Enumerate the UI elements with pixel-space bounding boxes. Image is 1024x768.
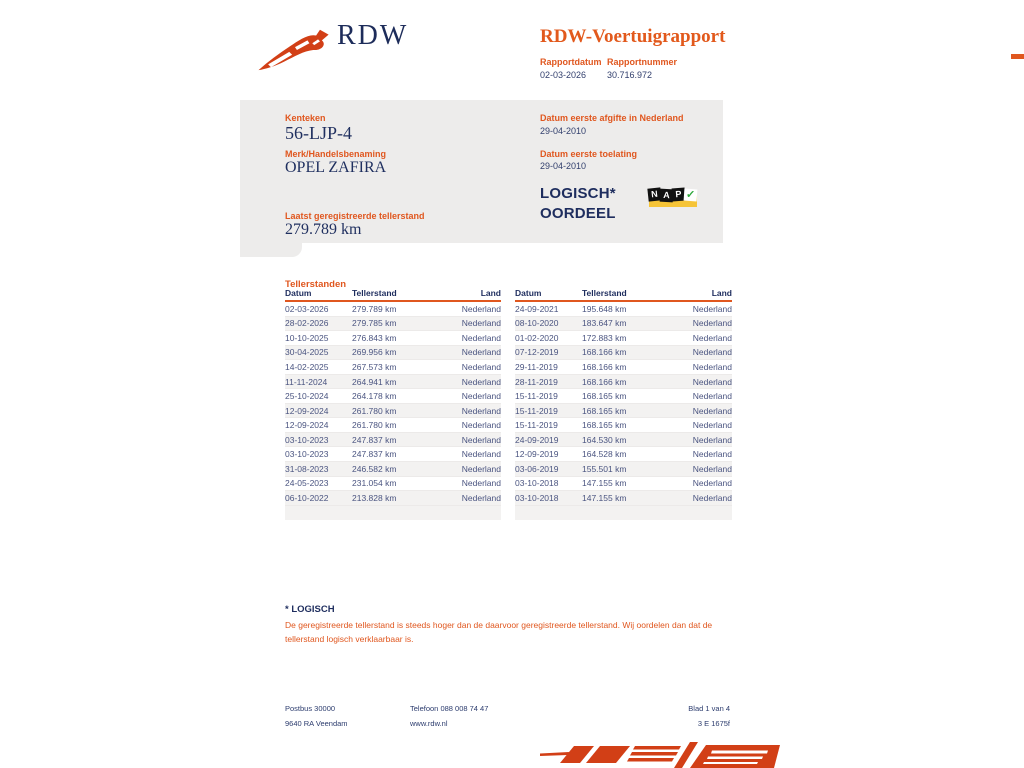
cell-tellerstand: 168.165 km bbox=[582, 420, 627, 431]
odometer-table-right bbox=[515, 288, 732, 520]
table-row bbox=[515, 404, 732, 419]
table-row bbox=[285, 360, 501, 375]
oordeel-line2: OORDEEL bbox=[540, 205, 616, 222]
cell-land: Nederland bbox=[461, 434, 501, 445]
odometer-table-left bbox=[285, 288, 501, 520]
cell-land: Nederland bbox=[692, 420, 732, 431]
cell-tellerstand: 279.785 km bbox=[352, 318, 397, 329]
cell-datum: 07-12-2019 bbox=[515, 347, 559, 358]
cell-tellerstand: 147.155 km bbox=[582, 492, 627, 503]
cell-datum: 25-10-2024 bbox=[285, 391, 329, 402]
nap-check-icon: ✓ bbox=[685, 188, 696, 202]
cell-tellerstand: 247.837 km bbox=[352, 434, 397, 445]
cell-datum: 10-10-2025 bbox=[285, 332, 329, 343]
report-date-value: 02-03-2026 bbox=[540, 70, 587, 80]
table-row bbox=[515, 360, 732, 375]
kenteken-label: Kenteken bbox=[285, 113, 326, 123]
cell-datum: 12-09-2019 bbox=[515, 449, 559, 460]
table-row bbox=[515, 447, 732, 462]
footer-address bbox=[285, 701, 348, 731]
table-row bbox=[285, 317, 501, 332]
document-title: RDW-Voertuigrapport bbox=[540, 26, 726, 47]
cell-tellerstand: 168.166 km bbox=[582, 376, 627, 387]
rdw-stripes-decoration bbox=[540, 739, 790, 768]
cell-tellerstand: 172.883 km bbox=[582, 332, 627, 343]
cell-land: Nederland bbox=[692, 391, 732, 402]
cell-land: Nederland bbox=[692, 332, 732, 343]
nap-logo bbox=[648, 185, 698, 209]
report-number-value: 30.716.972 bbox=[607, 70, 653, 80]
table-row bbox=[285, 433, 501, 448]
table-row bbox=[515, 346, 732, 361]
cell-tellerstand: 164.528 km bbox=[582, 449, 627, 460]
cell-tellerstand: 261.780 km bbox=[352, 405, 397, 416]
cell-land: Nederland bbox=[461, 478, 501, 489]
footer-pagination bbox=[600, 701, 730, 731]
merk-value: OPEL ZAFIRA bbox=[285, 159, 387, 176]
cell-datum: 03-10-2023 bbox=[285, 449, 329, 460]
footer-website: www.rdw.nl bbox=[410, 719, 448, 728]
table-header-row bbox=[285, 288, 501, 302]
vehicle-info-panel-tab bbox=[240, 243, 302, 257]
table-row bbox=[285, 418, 501, 433]
page-edge-mark bbox=[1011, 54, 1024, 59]
table-body-right bbox=[515, 302, 732, 506]
cell-datum: 28-02-2026 bbox=[285, 318, 329, 329]
cell-land: Nederland bbox=[461, 361, 501, 372]
cell-tellerstand: 269.956 km bbox=[352, 347, 397, 358]
cell-datum: 03-10-2023 bbox=[285, 434, 329, 445]
table-row bbox=[285, 447, 501, 462]
cell-datum: 15-11-2019 bbox=[515, 405, 558, 416]
report-date-block bbox=[540, 57, 602, 80]
footer-address-line2: 9640 RA Veendam bbox=[285, 719, 348, 728]
cell-land: Nederland bbox=[461, 318, 501, 329]
cell-land: Nederland bbox=[461, 332, 501, 343]
cell-datum: 12-09-2024 bbox=[285, 405, 329, 416]
table-row bbox=[285, 491, 501, 506]
cell-land: Nederland bbox=[692, 434, 732, 445]
afgifte-label: Datum eerste afgifte in Nederland bbox=[540, 113, 684, 123]
cell-tellerstand: 279.789 km bbox=[352, 303, 397, 314]
table-row bbox=[285, 462, 501, 477]
cell-datum: 02-03-2026 bbox=[285, 303, 329, 314]
cell-tellerstand: 213.828 km bbox=[352, 492, 397, 503]
cell-datum: 14-02-2025 bbox=[285, 361, 329, 372]
table-row bbox=[285, 302, 501, 317]
table-row bbox=[285, 331, 501, 346]
cell-tellerstand: 168.166 km bbox=[582, 361, 627, 372]
header-tellerstand: Tellerstand bbox=[352, 288, 397, 298]
footnote-title: * LOGISCH bbox=[285, 604, 335, 615]
cell-tellerstand: 183.647 km bbox=[582, 318, 627, 329]
table-row bbox=[285, 404, 501, 419]
footnote-text: De geregistreerde tellerstand is steeds hoger dan de daarvoor geregistreerde tellerstand. Wij oordelen dan dat de tellerstand logisch verklaarbaar is. bbox=[285, 620, 713, 644]
cell-land: Nederland bbox=[461, 463, 501, 474]
cell-tellerstand: 276.843 km bbox=[352, 332, 397, 343]
cell-datum: 03-10-2018 bbox=[515, 478, 559, 489]
cell-land: Nederland bbox=[692, 303, 732, 314]
cell-datum: 11-11-2024 bbox=[285, 376, 328, 387]
afgifte-value: 29-04-2010 bbox=[540, 126, 587, 136]
cell-tellerstand: 247.837 km bbox=[352, 449, 397, 460]
cell-datum: 03-10-2018 bbox=[515, 492, 559, 503]
table-row bbox=[285, 346, 501, 361]
table-row bbox=[285, 477, 501, 492]
cell-land: Nederland bbox=[461, 405, 501, 416]
table-row bbox=[515, 462, 732, 477]
cell-tellerstand: 231.054 km bbox=[352, 478, 397, 489]
cell-datum: 30-04-2025 bbox=[285, 347, 329, 358]
footer-address-line1: Postbus 30000 bbox=[285, 704, 336, 713]
footer-form-code: 3 E 1675f bbox=[697, 719, 730, 728]
cell-land: Nederland bbox=[692, 361, 732, 372]
table-row bbox=[515, 477, 732, 492]
cell-tellerstand: 264.178 km bbox=[352, 391, 397, 402]
table-row bbox=[515, 491, 732, 506]
cell-land: Nederland bbox=[461, 449, 501, 460]
toelating-value: 29-04-2010 bbox=[540, 161, 587, 171]
table-row bbox=[515, 375, 732, 390]
nap-letter-n: N bbox=[647, 187, 661, 201]
nap-letter-p: P bbox=[672, 188, 686, 202]
cell-datum: 24-09-2019 bbox=[515, 434, 559, 445]
cell-land: Nederland bbox=[692, 492, 732, 503]
toelating-label: Datum eerste toelating bbox=[540, 149, 638, 159]
header-tellerstand: Tellerstand bbox=[582, 288, 627, 298]
table-row bbox=[515, 389, 732, 404]
cell-datum: 12-09-2024 bbox=[285, 420, 329, 431]
merk-label: Merk/Handelsbenaming bbox=[285, 149, 387, 159]
cell-tellerstand: 168.166 km bbox=[582, 347, 627, 358]
cell-tellerstand: 147.155 km bbox=[582, 478, 627, 489]
cell-land: Nederland bbox=[692, 449, 732, 460]
cell-tellerstand: 164.530 km bbox=[582, 434, 627, 445]
cell-datum: 28-11-2019 bbox=[515, 376, 558, 387]
cell-datum: 15-11-2019 bbox=[515, 391, 558, 402]
cell-land: Nederland bbox=[692, 376, 732, 387]
header-datum: Datum bbox=[285, 288, 312, 298]
table-row bbox=[515, 418, 732, 433]
header-land: Land bbox=[480, 288, 501, 298]
footer-page-number: Blad 1 van 4 bbox=[688, 704, 730, 713]
nap-letter-a: A bbox=[660, 189, 674, 203]
brand-wordmark: RDW bbox=[337, 20, 409, 51]
table-row bbox=[285, 389, 501, 404]
report-date-label: Rapportdatum bbox=[540, 57, 602, 67]
cell-land: Nederland bbox=[692, 347, 732, 358]
table-row bbox=[515, 317, 732, 332]
cell-land: Nederland bbox=[692, 405, 732, 416]
cell-datum: 03-06-2019 bbox=[515, 463, 559, 474]
oordeel-text bbox=[540, 184, 616, 224]
table-row bbox=[285, 375, 501, 390]
table-body-left bbox=[285, 302, 501, 506]
header-land: Land bbox=[711, 288, 732, 298]
cell-land: Nederland bbox=[461, 492, 501, 503]
cell-tellerstand: 168.165 km bbox=[582, 391, 627, 402]
cell-tellerstand: 246.582 km bbox=[352, 463, 397, 474]
cell-tellerstand: 264.941 km bbox=[352, 376, 397, 387]
cell-land: Nederland bbox=[461, 391, 501, 402]
cell-land: Nederland bbox=[461, 420, 501, 431]
cell-land: Nederland bbox=[692, 463, 732, 474]
cell-tellerstand: 195.648 km bbox=[582, 303, 627, 314]
cell-datum: 31-08-2023 bbox=[285, 463, 329, 474]
cell-datum: 29-11-2019 bbox=[515, 361, 558, 372]
tellerstand-label: Laatst geregistreerde tellerstand bbox=[285, 211, 425, 221]
footer-contact bbox=[410, 701, 488, 731]
table-row bbox=[515, 302, 732, 317]
cell-datum: 24-05-2023 bbox=[285, 478, 329, 489]
cell-tellerstand: 267.573 km bbox=[352, 361, 397, 372]
cell-datum: 08-10-2020 bbox=[515, 318, 559, 329]
cell-datum: 01-02-2020 bbox=[515, 332, 559, 343]
table-row bbox=[515, 433, 732, 448]
cell-tellerstand: 155.501 km bbox=[582, 463, 627, 474]
table-title: Tellerstanden bbox=[285, 279, 347, 290]
cell-land: Nederland bbox=[461, 376, 501, 387]
header-datum: Datum bbox=[515, 288, 542, 298]
kenteken-value: 56-LJP-4 bbox=[285, 123, 352, 143]
cell-land: Nederland bbox=[692, 478, 732, 489]
report-number-label: Rapportnummer bbox=[607, 57, 678, 67]
table-row bbox=[515, 331, 732, 346]
footer-phone: Telefoon 088 008 74 47 bbox=[410, 704, 489, 713]
cell-land: Nederland bbox=[692, 318, 732, 329]
cell-land: Nederland bbox=[461, 347, 501, 358]
oordeel-line1: LOGISCH* bbox=[540, 185, 616, 202]
table-header-row bbox=[515, 288, 732, 302]
cell-datum: 15-11-2019 bbox=[515, 420, 558, 431]
cell-tellerstand: 261.780 km bbox=[352, 420, 397, 431]
tellerstand-value: 279.789 km bbox=[285, 221, 362, 238]
cell-land: Nederland bbox=[461, 303, 501, 314]
cell-datum: 06-10-2022 bbox=[285, 492, 329, 503]
cell-tellerstand: 168.165 km bbox=[582, 405, 627, 416]
rdw-logo-icon bbox=[256, 25, 334, 73]
cell-datum: 24-09-2021 bbox=[515, 303, 559, 314]
report-number-block bbox=[607, 57, 677, 80]
